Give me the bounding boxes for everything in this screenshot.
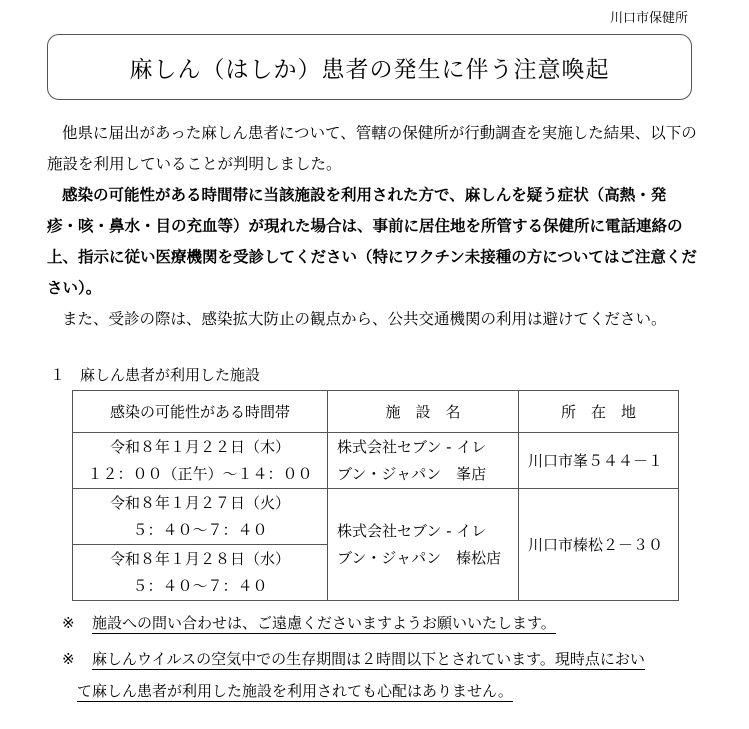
section-heading: １ 麻しん患者が利用した施設 bbox=[50, 366, 261, 384]
facility-cell bbox=[328, 433, 519, 489]
note-1-text: 施設への問い合わせは、ご遠慮くださいますようお願いいたします。 bbox=[92, 614, 556, 632]
page-title bbox=[47, 34, 692, 100]
header-time: 感染の可能性がある時間帯 bbox=[73, 391, 328, 433]
table-row bbox=[73, 433, 679, 489]
header-facility: 施 設 名 bbox=[328, 391, 519, 433]
paragraph-1: 他県に届出があった麻しん患者について、管轄の保健所が行動調査を実施した結果、以下の施設を利用していることが判明しました。 bbox=[47, 124, 697, 173]
time-cell bbox=[73, 433, 328, 489]
visit-date: 令和８年１月２７日（火） bbox=[109, 493, 290, 512]
table-header-row bbox=[73, 391, 679, 433]
issuer-name: 川口市保健所 bbox=[609, 11, 688, 26]
visit-date: 令和８年１月２８日（水） bbox=[109, 549, 290, 568]
note-1 bbox=[62, 608, 556, 638]
header-address: 所 在 地 bbox=[519, 391, 679, 433]
visit-time: ５：４０～７：４０ bbox=[132, 520, 268, 539]
page-title-text: 麻しん（はしか）患者の発生に伴う注意喚起 bbox=[129, 56, 610, 83]
visit-date: 令和８年１月２２日（木） bbox=[109, 437, 290, 456]
facility-table bbox=[72, 390, 679, 601]
visit-time: ５：４０～７：４０ bbox=[132, 576, 268, 595]
paragraph-3: また、受診の際は、感染拡大防止の観点から、公共交通機関の利用は避けてください。 bbox=[62, 310, 667, 328]
visit-time: １２：００（正午）～１４：００ bbox=[87, 464, 313, 483]
table-row bbox=[73, 489, 679, 545]
facility-name-line1: 株式会社セブン - イレ bbox=[337, 521, 487, 540]
facility-name-line2: ブン・ジャパン 榛松店 bbox=[337, 548, 502, 567]
note-2-text-line1: 麻しんウイルスの空気中での生存期間は２時間以下とされています。現時点におい bbox=[92, 650, 645, 668]
time-cell bbox=[73, 489, 328, 545]
facility-cell bbox=[328, 489, 519, 601]
address-cell: 川口市峯５４４－１ bbox=[519, 433, 679, 489]
body-text bbox=[47, 118, 697, 335]
note-mark: ※ bbox=[62, 614, 75, 632]
facility-name-line1: 株式会社セブン - イレ bbox=[337, 437, 487, 456]
note-mark: ※ bbox=[62, 650, 75, 668]
note-2-text-line2: て麻しん患者が利用した施設を利用されても心配はありません。 bbox=[77, 682, 513, 700]
facility-name-line2: ブン・ジャパン 峯店 bbox=[337, 464, 487, 483]
note-2 bbox=[62, 644, 645, 706]
paragraph-2: 感染の可能性がある時間帯に当該施設を利用された方で、麻しんを疑う症状（高熱・発疹・咳・鼻水・目の充血等）が現れた場合は、事前に居住地を所管する保健所に電話連絡の上、指示に従い医療機関を受診してください（特にワクチン未接種の方についてはご注意ください）。 bbox=[47, 186, 697, 297]
address-cell: 川口市榛松２－３０ bbox=[519, 489, 679, 601]
time-cell bbox=[73, 545, 328, 601]
